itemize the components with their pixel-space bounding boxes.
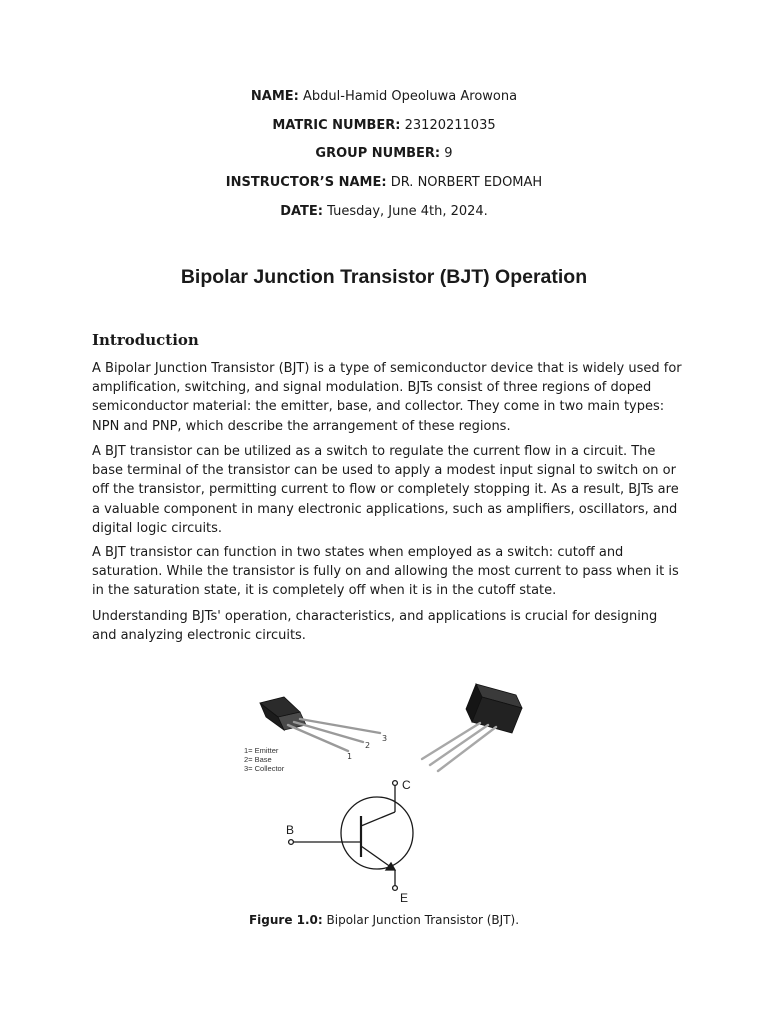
bjt-schematic-symbol	[289, 781, 413, 891]
name-value: Abdul-Hamid Opeoluwa Arowona	[303, 89, 518, 104]
pin-number-2: 2	[365, 741, 371, 750]
introduction-heading: Introduction	[92, 331, 199, 349]
legend-emitter: 1= Emitter	[244, 746, 279, 755]
group-number-line	[0, 146, 768, 162]
terminal-label-collector: C	[402, 778, 411, 792]
intro-paragraph-3: A BJT transistor can function in two states when employed as a switch: cutoff and saturation. While the transistor is fully on and allowing the most current to pass when it is in the saturation state, it is completely off when it is in the cutoff state.	[92, 545, 679, 599]
figure-caption-label: Figure 1.0:	[248, 913, 323, 927]
transistor-package-photo-left	[260, 697, 387, 761]
date-value: Tuesday, June 4th, 2024.	[327, 204, 488, 219]
matric-number-line	[0, 118, 768, 134]
legend-base: 2= Base	[244, 755, 272, 764]
date-label: DATE:	[280, 204, 323, 219]
intro-paragraph-2: A BJT transistor can be utilized as a switch to regulate the current flow in a circuit. The base terminal of the transistor can be used to apply a modest input signal to switch on or off the transistor, permitting current to flow or completely stopping it. As a result, BJTs are a valuable component in many electronic applications, such as amplifiers, oscillators, and digital logic circuits.	[92, 444, 679, 536]
matric-label: MATRIC NUMBER:	[272, 118, 401, 133]
matric-value: 23120211035	[404, 118, 496, 133]
instructor-name-line	[0, 175, 768, 191]
group-value: 9	[444, 146, 453, 161]
figure-caption	[0, 913, 768, 927]
intro-paragraph-4: Understanding BJTs' operation, characteristics, and applications is crucial for designing and analyzing electronic circuits.	[92, 609, 658, 644]
date-line	[0, 204, 768, 220]
student-name-line	[0, 89, 768, 105]
bjt-figure	[236, 675, 536, 910]
name-label: NAME:	[250, 89, 299, 104]
terminal-label-base: B	[286, 823, 295, 837]
intro-paragraph-1: A Bipolar Junction Transistor (BJT) is a type of semiconductor device that is widely used for amplification, switching, and signal modulation. BJTs consist of three regions of doped semiconductor material: the emitter, base, and collector. They come in two main types: NPN and PNP, which describe the arrangement of these regions.	[92, 361, 682, 434]
pin-number-1: 1	[347, 752, 353, 761]
group-label: GROUP NUMBER:	[315, 146, 441, 161]
pin-number-3: 3	[382, 734, 388, 743]
figure-caption-text: Bipolar Junction Transistor (BJT).	[326, 913, 520, 927]
instructor-value: DR. NORBERT EDOMAH	[390, 175, 543, 190]
pin-legend	[244, 746, 285, 773]
document-title: Bipolar Junction Transistor (BJT) Operation	[180, 266, 588, 288]
terminal-label-emitter: E	[400, 891, 409, 905]
transistor-package-photo-right	[422, 684, 522, 771]
instructor-label: INSTRUCTOR’S NAME:	[225, 175, 387, 190]
legend-collector: 3= Collector	[244, 764, 285, 773]
